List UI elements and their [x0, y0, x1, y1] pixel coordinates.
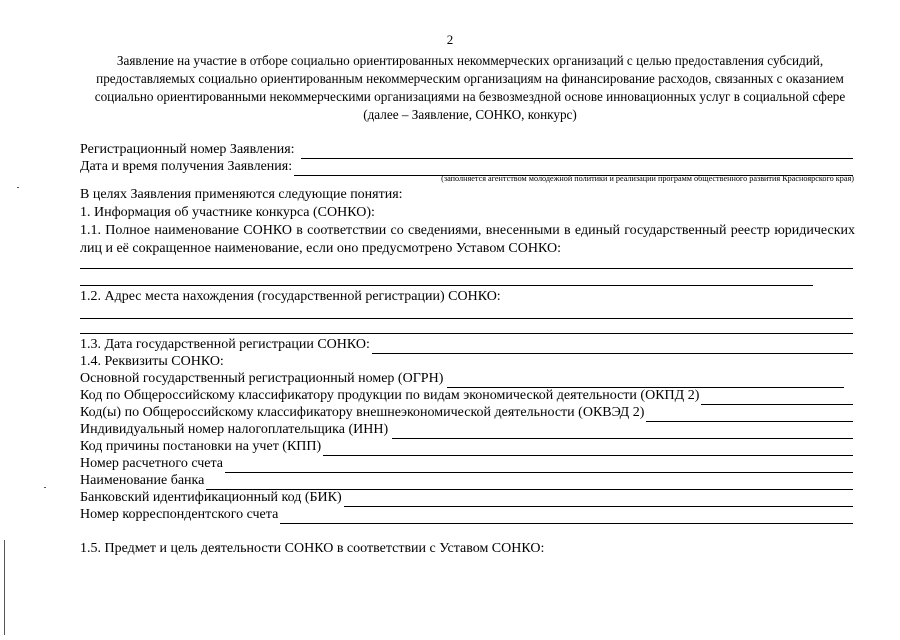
okpd-line[interactable]: [701, 391, 853, 405]
kpp-line[interactable]: [323, 442, 853, 456]
bik-label: Банковский идентификационный код (БИК): [80, 490, 342, 505]
item-1-1-text: 1.1. Полное наименование СОНКО в соответствии со сведениями, внесенными в единый государственный реестр юридических лиц и её сокращенное наименование, если оно предусмотрено Уставом СОНКО:: [80, 223, 855, 256]
okved-line[interactable]: [646, 408, 853, 422]
reg-number-line[interactable]: [301, 145, 853, 159]
corr-account-field[interactable]: [80, 506, 853, 524]
okpd-field[interactable]: [80, 387, 853, 405]
reg-number-field[interactable]: [80, 141, 853, 159]
reg-number-label: Регистрационный номер Заявления:: [80, 142, 295, 157]
ogrn-line[interactable]: [447, 374, 844, 388]
scan-dot: [44, 487, 46, 488]
bank-name-field[interactable]: [80, 472, 853, 490]
received-datetime-label: Дата и время получения Заявления:: [80, 159, 293, 174]
item-1-5-text: 1.5. Предмет и цель деятельности СОНКО в соответствии с Уставом СОНКО:: [80, 541, 545, 556]
ogrn-field[interactable]: [80, 370, 844, 388]
kpp-label: Код причины постановки на учет (КПП): [80, 439, 322, 454]
inn-label: Индивидуальный номер налогоплательщика (ИНН): [80, 422, 389, 437]
account-number-line[interactable]: [225, 459, 853, 473]
account-number-field[interactable]: [80, 455, 853, 473]
corr-account-line[interactable]: [280, 510, 853, 524]
section-1-heading: 1. Информация об участнике конкурса (СОНКО):: [80, 205, 375, 220]
reg-date-label: 1.3. Дата государственной регистрации СОНКО:: [80, 337, 370, 352]
item-1-1-answer-line-1[interactable]: [80, 268, 853, 269]
bank-name-line[interactable]: [206, 476, 853, 490]
document-title: Заявление на участие в отборе социально ориентированных некоммерческих организаций с целью предоставления субсидий, предоставляемых социально ориентированным некоммерческим организациям на финансирование расходов, связанных с оказанием социально ориентированными некоммерческими организациями на безвозмездной основе инновационных услуг в социальной сфере (далее – Заявление, СОНКО, конкурс): [94, 53, 846, 122]
corr-account-label: Номер корреспондентского счета: [80, 507, 279, 522]
page-number: 2: [446, 32, 454, 47]
item-1-2-answer-line-2[interactable]: [80, 333, 853, 334]
bik-line[interactable]: [344, 493, 853, 507]
okved-label: Код(ы) по Общероссийскому классификатору внешнеэкономической деятельности (ОКВЭД 2): [80, 405, 645, 420]
bank-name-label: Наименование банка: [80, 473, 205, 488]
item-1-2-text: 1.2. Адрес места нахождения (государственной регистрации) СОНКО:: [80, 289, 501, 304]
inn-field[interactable]: [80, 421, 853, 439]
item-1-4-heading: 1.4. Реквизиты СОНКО:: [80, 354, 224, 369]
item-1-1-answer-line-2[interactable]: [80, 285, 813, 286]
reg-date-field[interactable]: [80, 336, 853, 354]
okved-field[interactable]: [80, 404, 853, 422]
intro-text: В целях Заявления применяются следующие понятия:: [80, 187, 403, 202]
scan-dot: [17, 187, 19, 188]
ogrn-label: Основной государственный регистрационный номер (ОГРН): [80, 371, 444, 386]
item-1-2-answer-line-1[interactable]: [80, 318, 853, 319]
account-number-label: Номер расчетного счета: [80, 456, 224, 471]
kpp-field[interactable]: [80, 438, 853, 456]
inn-line[interactable]: [392, 425, 853, 439]
okpd-label: Код по Общероссийскому классификатору продукции по видам экономической деятельности (ОКПД 2): [80, 388, 700, 403]
bik-field[interactable]: [80, 489, 853, 507]
scan-margin-line: [4, 540, 5, 635]
fill-hint: (заполняется агентством молодежной политики и реализации программ общественного развития Красноярского края): [441, 174, 854, 183]
reg-date-line[interactable]: [372, 340, 853, 354]
